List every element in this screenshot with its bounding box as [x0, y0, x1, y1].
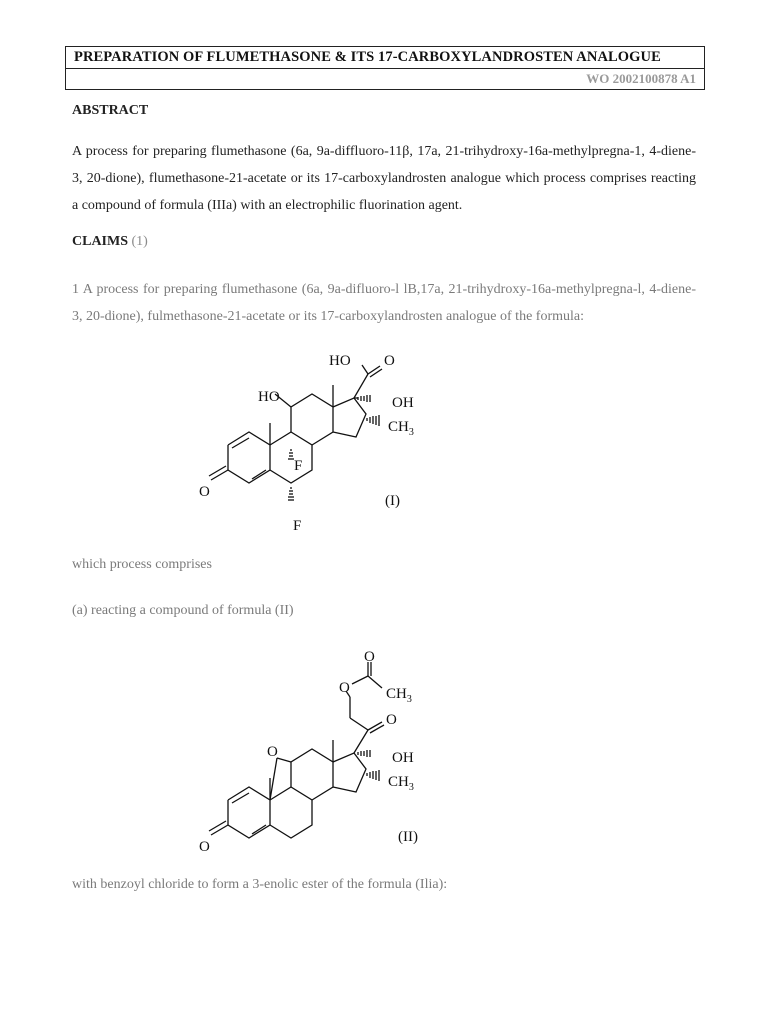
claim-1-text: 1 A process for preparing flumethasone (6a, 9a-difluoro-l lB,17a, 21-trihydroxy-16a-methylpregna-l, 4-diene-3, 20-dione), fulmethasone-21-acetate or its 17-carboxylandrosten analogue of the formula:: [72, 282, 696, 324]
patent-number: WO 2002100878 A1: [586, 71, 696, 86]
formula-I-ho-11: HO: [258, 389, 280, 405]
formula-II-oh-17: OH: [392, 750, 414, 766]
formula-I-f-9: F: [294, 458, 303, 474]
abstract-heading: ABSTRACT: [72, 103, 149, 118]
formula-II-keto-o: O: [199, 839, 210, 854]
benzoyl-text: with benzoyl chloride to form a 3-enolic ester of the formula (Ilia):: [72, 877, 448, 892]
formula-II-ch3-16: $CH_3$: [388, 774, 414, 793]
step-a-text: (a) reacting a compound of formula (II): [72, 603, 294, 618]
document-header: [65, 46, 705, 90]
formula-II-ketone-o: O: [386, 712, 397, 728]
formula-I-oh-17: OH: [392, 395, 414, 411]
formula-I-keto-o: O: [199, 484, 210, 500]
formula-I-f-6: F: [293, 518, 302, 534]
formula-II-structure: [196, 644, 436, 854]
formula-II-ester-ch3: $CH_3$: [386, 686, 412, 705]
formula-II-epoxide-o: O: [267, 744, 278, 760]
formula-II-ester-o-top: O: [364, 649, 375, 665]
document-title: PREPARATION OF FLUMETHASONE & ITS 17-CARBOXYLANDROSTEN ANALOGUE: [66, 47, 704, 69]
formula-I-acid-ho: HO: [329, 353, 351, 369]
claims-heading: [72, 234, 148, 250]
formula-II-ester-o: O: [339, 680, 350, 696]
formula-I-ch3-16: $CH_3$: [388, 419, 414, 438]
formula-II-hashed-bonds: [358, 750, 379, 781]
claims-count: (1): [131, 234, 148, 249]
formula-I-label: (I): [385, 493, 400, 509]
abstract-text: A process for preparing flumethasone (6a, 9a-diffluoro-11β, 17a, 21-trihydroxy-16a-methylpregna-1, 4-diene-3, 20-dione), flumethasone-21-acetate or its 17-carboxylandrosten analogue which process comprises reacting a compound of formula (IIIa) with an electrophilic fluorination agent.: [72, 144, 696, 213]
formula-II-bonds: [209, 662, 384, 838]
claims-heading-label: CLAIMS: [72, 234, 129, 249]
process-text: which process comprises: [72, 557, 212, 572]
formula-I-structure: [196, 344, 426, 544]
formula-I-acid-o: O: [384, 353, 395, 369]
formula-II-label: (II): [398, 829, 418, 845]
